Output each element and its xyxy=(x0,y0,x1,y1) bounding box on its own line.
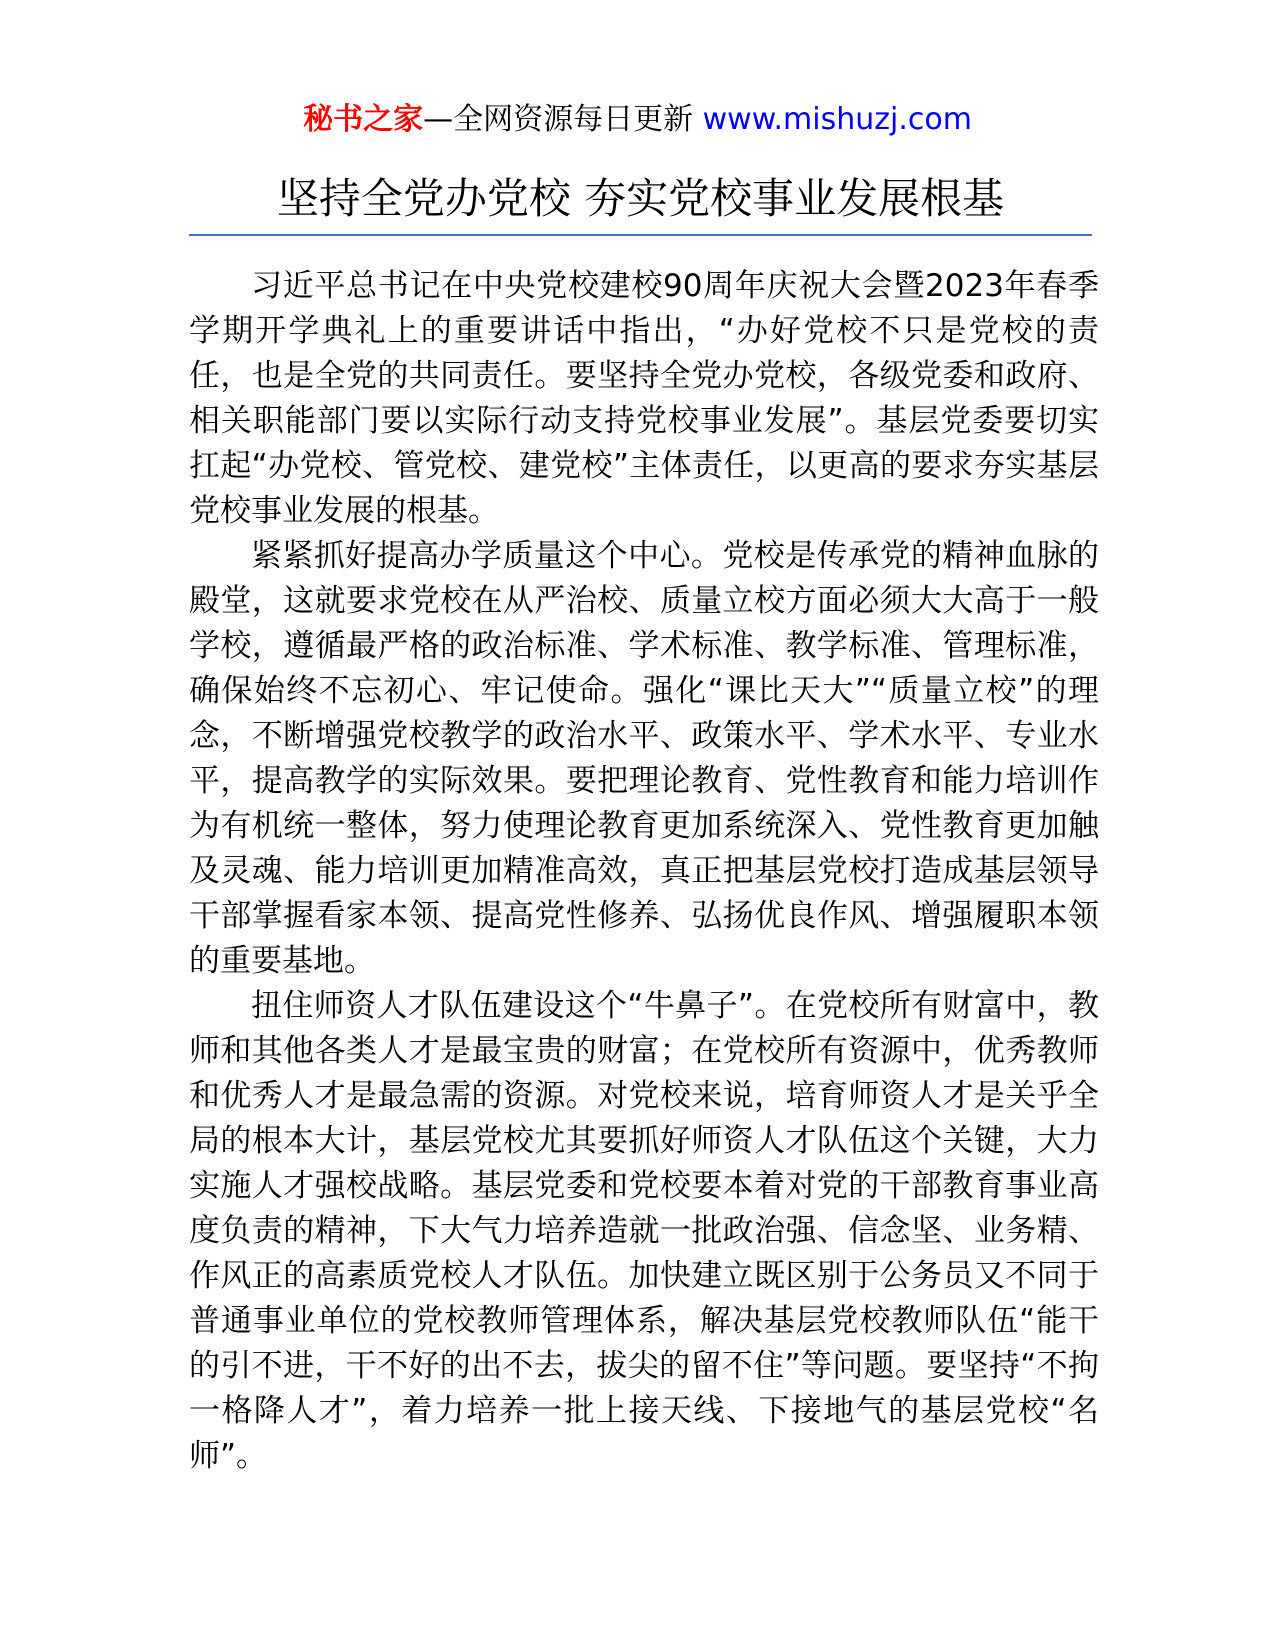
document-body xyxy=(189,264,1099,1479)
paragraph-faculty-talent: 扭住师资人才队伍建设这个“牛鼻子”。在党校所有财富中，教师和其他各类人才是最宝贵的财富；在党校所有资源中，优秀教师和优秀人才是最急需的资源。对党校来说，培育师资人才是关乎全局的根本大计，基层党校尤其要抓好师资人才队伍这个关键，大力实施人才强校战略。基层党委和党校要本着对党的干部教育事业高度负责的精神，下大气力培养造就一批政治强、信念坚、业务精、作风正的高素质党校人才队伍。加快建立既区别于公务员又不同于普通事业单位的党校教师管理体系，解决基层党校教师队伍“能干的引不进，干不好的出不去，拔尖的留不住”等问题。要坚持“不拘一格降人才”，着力培养一批上接天线、下接地气的基层党校“名师”。 xyxy=(189,988,1099,1474)
title-block xyxy=(189,168,1092,236)
brand-name: 秘书之家 xyxy=(303,102,424,137)
paragraph-teaching-quality: 紧紧抓好提高办学质量这个中心。党校是传承党的精神血脉的殿堂，这就要求党校在从严治校、质量立校方面必须大大高于一般学校，遵循最严格的政治标准、学术标准、教学标准、管理标准，确保始终不忘初心、牢记使命。强化“课比天大”“质量立校”的理念，不断增强党校教学的政治水平、政策水平、学术水平、专业水平，提高教学的实际效果。要把理论教育、党性教育和能力培训作为有机统一整体，努力使理论教育更加系统深入、党性教育更加触及灵魂、能力培训更加精准高效，真正把基层党校打造成基层领导干部掌握看家本领、提高党性修养、弘扬优良作风、增强履职本领的重要基地。 xyxy=(189,538,1099,979)
header-tagline: —全网资源每日更新 xyxy=(423,102,694,137)
document-title: 坚持全党办党校 夯实党校事业发展根基 xyxy=(276,174,1005,223)
page-header xyxy=(0,100,1275,140)
paragraph-intro: 习近平总书记在中央党校建校90周年庆祝大会暨2023年春季学期开学典礼上的重要讲话中指出，“办好党校不只是党校的责任，也是全党的共同责任。要坚持全党办党校，各级党委和政府、相关职能部门要以实际行动支持党校事业发展”。基层党委要切实扛起“办党校、管党校、建党校”主体责任，以更高的要求夯实基层党校事业发展的根基。 xyxy=(189,268,1099,529)
website-link[interactable]: www.mishuzj.com xyxy=(702,102,972,137)
